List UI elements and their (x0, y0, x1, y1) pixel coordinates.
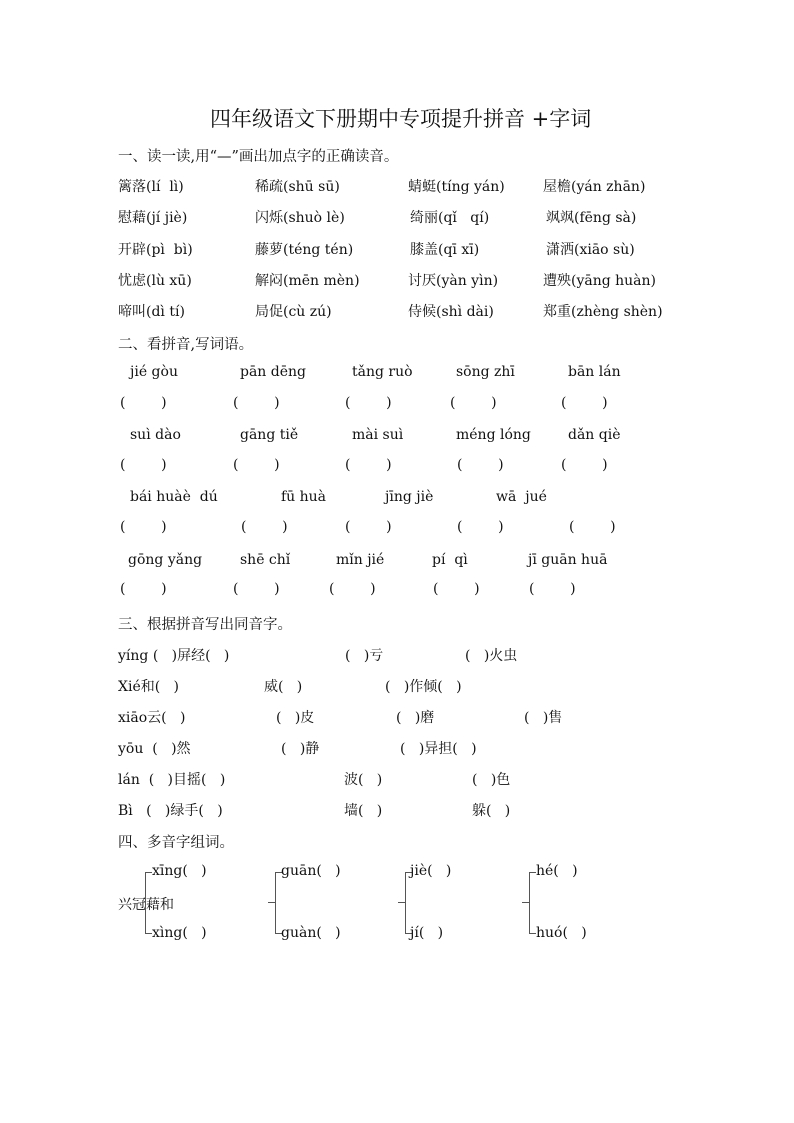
answer-blank[interactable]: ( ) (569, 519, 616, 535)
answer-blank[interactable]: ( ) (241, 519, 288, 535)
pinyin-choice-item[interactable]: 绮丽(qǐ qí) (410, 210, 490, 226)
pinyin-choice-item[interactable]: 局促(cù zú) (255, 304, 332, 320)
pinyin-prompt: shē chǐ (240, 552, 291, 568)
section-3-heading: 三、根据拼音写出同音字。 (118, 617, 292, 633)
homophone-item[interactable]: Xié和( ) (118, 679, 180, 695)
homophone-item[interactable]: xiāo云( ) (118, 710, 186, 726)
pinyin-prompt: jié gòu (130, 364, 178, 380)
pinyin-choice-item[interactable]: 膝盖(qī xī) (410, 242, 480, 258)
polyphone-reading[interactable]: huó( ) (536, 925, 587, 941)
pinyin-prompt: bān lán (568, 364, 621, 380)
homophone-item[interactable]: ( )异担( ) (400, 741, 477, 757)
homophone-item[interactable]: ( )火虫 (465, 648, 518, 664)
pinyin-choice-item[interactable]: 郑重(zhèng shèn) (543, 304, 663, 320)
section-4-heading: 四、多音字组词。 (118, 835, 234, 851)
pinyin-prompt: suì dào (130, 427, 181, 443)
answer-blank[interactable]: ( ) (120, 519, 167, 535)
pinyin-choice-item[interactable]: 蜻蜓(tíng yán) (408, 179, 505, 195)
pinyin-prompt: tǎng ruò (352, 364, 413, 380)
polyphone-reading[interactable]: hé( ) (536, 863, 578, 879)
answer-blank[interactable]: ( ) (529, 581, 576, 597)
pinyin-choice-item[interactable]: 忧虑(lù xū) (118, 273, 192, 289)
polyphone-reading[interactable]: xīng( ) (152, 863, 207, 879)
pinyin-choice-item[interactable]: 解闷(mēn mèn) (255, 273, 360, 289)
pinyin-choice-item[interactable]: 稀疏(shū sū) (255, 179, 340, 195)
answer-blank[interactable]: ( ) (345, 519, 392, 535)
answer-blank[interactable]: ( ) (561, 457, 608, 473)
polyphone-reading[interactable]: guān( ) (281, 863, 341, 879)
pinyin-prompt: mài suì (352, 427, 404, 443)
homophone-item[interactable]: 波( ) (344, 772, 383, 788)
homophone-item[interactable]: ( )亏 (345, 648, 384, 664)
bracket (145, 872, 152, 934)
polyphone-reading[interactable]: jí( ) (410, 925, 444, 941)
homophone-item[interactable]: ( )色 (472, 772, 511, 788)
homophone-item[interactable]: lán ( )目摇( ) (118, 772, 226, 788)
homophone-item[interactable]: ( )售 (524, 710, 563, 726)
pinyin-prompt: jī guān huā (528, 552, 608, 568)
pinyin-prompt: gāng tiě (240, 427, 299, 443)
answer-blank[interactable]: ( ) (561, 395, 608, 411)
answer-blank[interactable]: ( ) (457, 519, 504, 535)
pinyin-prompt: jīng jiè (385, 489, 434, 505)
polyphone-reading[interactable]: jiè( ) (410, 863, 452, 879)
pinyin-prompt: sōng zhī (456, 364, 515, 380)
pinyin-choice-item[interactable]: 藤萝(téng tén) (255, 242, 354, 258)
answer-blank[interactable]: ( ) (329, 581, 376, 597)
pinyin-prompt: fū huà (281, 489, 327, 505)
homophone-item[interactable]: yíng ( )屏经( ) (118, 648, 230, 664)
pinyin-prompt: bái huàè dú (130, 489, 218, 505)
pinyin-choice-item[interactable]: 讨厌(yàn yìn) (408, 273, 499, 289)
pinyin-prompt: dǎn qiè (568, 427, 621, 443)
pinyin-prompt: mǐn jié (336, 552, 385, 568)
pinyin-choice-item[interactable]: 潇洒(xiāo sù) (546, 242, 635, 258)
homophone-item[interactable]: 躲( ) (472, 803, 511, 819)
answer-blank[interactable]: ( ) (450, 395, 497, 411)
answer-blank[interactable]: ( ) (120, 457, 167, 473)
pinyin-choice-item[interactable]: 篱落(lí lì) (118, 179, 184, 195)
pinyin-prompt: pí qì (432, 552, 468, 568)
homophone-item[interactable]: yōu ( )然 (118, 741, 191, 757)
section-2-heading: 二、看拼音,写词语。 (118, 337, 254, 353)
pinyin-choice-item[interactable]: 侍候(shì dài) (408, 304, 494, 320)
answer-blank[interactable]: ( ) (120, 581, 167, 597)
pinyin-prompt: méng lóng (456, 427, 531, 443)
homophone-item[interactable]: ( )皮 (276, 710, 315, 726)
answer-blank[interactable]: ( ) (233, 395, 280, 411)
polyphone-reading[interactable]: xìng( ) (152, 925, 207, 941)
answer-blank[interactable]: ( ) (345, 457, 392, 473)
pinyin-choice-item[interactable]: 屋檐(yán zhān) (543, 179, 646, 195)
homophone-item[interactable]: 威( ) (264, 679, 303, 695)
polyphone-reading[interactable]: guàn( ) (281, 925, 341, 941)
pinyin-choice-item[interactable]: 开辟(pì bì) (118, 242, 193, 258)
pinyin-prompt: pān dēng (240, 364, 307, 380)
pinyin-choice-item[interactable]: 闪烁(shuò lè) (255, 210, 345, 226)
polyphone-characters: 兴冠藉和 (118, 897, 174, 913)
pinyin-prompt: wā jué (496, 489, 547, 505)
answer-blank[interactable]: ( ) (433, 581, 480, 597)
answer-blank[interactable]: ( ) (345, 395, 392, 411)
bracket (529, 872, 536, 934)
page-title: 四年级语文下册期中专项提升拼音 +字词 (210, 107, 592, 131)
bracket-tick (268, 902, 275, 903)
section-1-heading: 一、读一读,用“—”画出加点字的正确读音。 (118, 149, 399, 165)
homophone-item[interactable]: 墙( ) (344, 803, 383, 819)
homophone-item[interactable]: ( )静 (281, 741, 320, 757)
answer-blank[interactable]: ( ) (233, 581, 280, 597)
homophone-item[interactable]: ( )磨 (396, 710, 435, 726)
homophone-item[interactable]: Bì ( )绿手( ) (118, 803, 223, 819)
pinyin-choice-item[interactable]: 慰藉(jí jiè) (118, 210, 188, 226)
pinyin-choice-item[interactable]: 飒飒(fēng sà) (546, 210, 637, 226)
homophone-item[interactable]: ( )作倾( ) (385, 679, 462, 695)
pinyin-choice-item[interactable]: 啼叫(dì tí) (118, 304, 185, 320)
answer-blank[interactable]: ( ) (233, 457, 280, 473)
bracket-tick (522, 902, 529, 903)
bracket-tick (398, 902, 405, 903)
answer-blank[interactable]: ( ) (120, 395, 167, 411)
pinyin-prompt: gōng yǎng (128, 552, 203, 568)
pinyin-choice-item[interactable]: 遭殃(yāng huàn) (543, 273, 657, 289)
answer-blank[interactable]: ( ) (457, 457, 504, 473)
